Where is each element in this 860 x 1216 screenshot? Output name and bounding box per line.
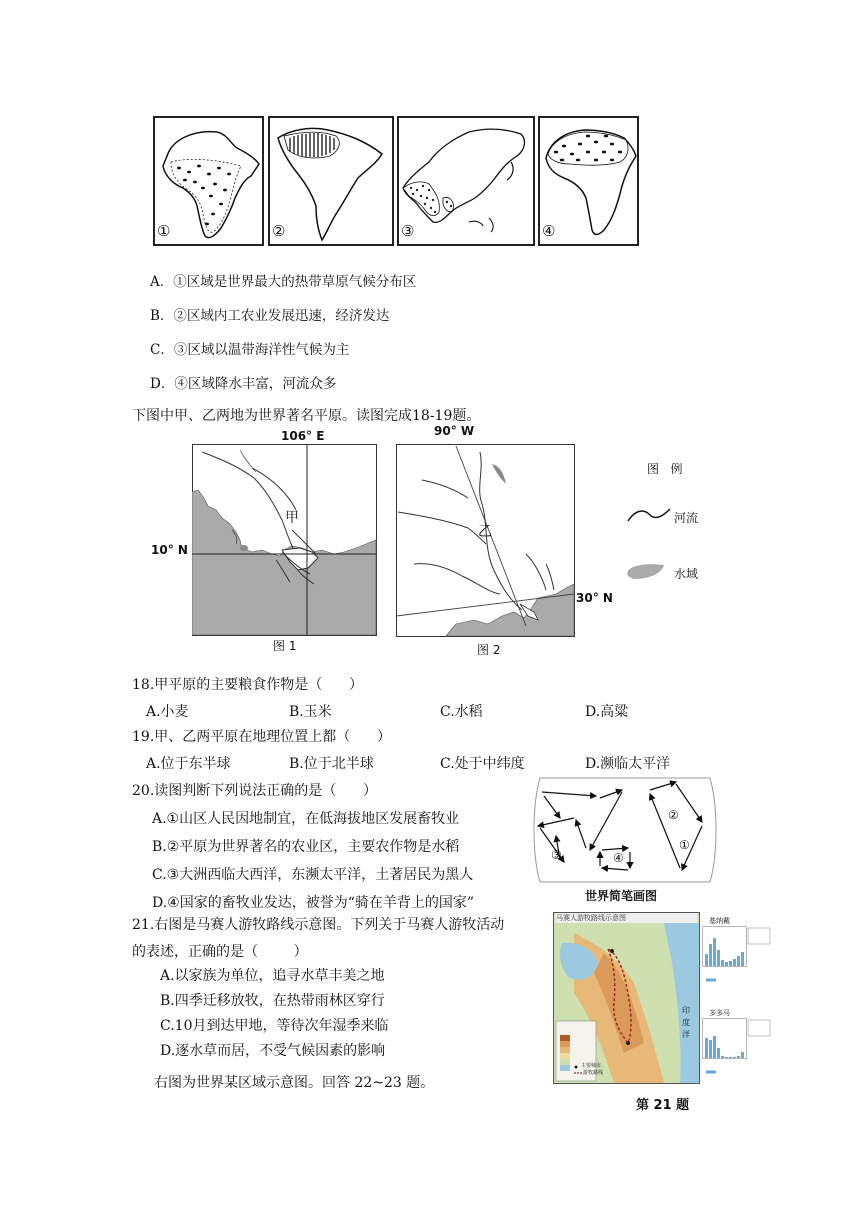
maasai-route-map — [553, 912, 700, 1084]
fig1-place-label: 甲 — [285, 510, 299, 526]
q19-option-b: B.位于北半球 — [289, 756, 374, 772]
maasai-ocean-label: 印度洋 — [682, 1006, 690, 1039]
q17-option-b: B．②区域内工农业发展迅速，经济发达 — [150, 308, 390, 324]
q21-stem-line2: 的表述，正确的是（ ） — [132, 944, 308, 960]
q19-option-a: A.位于东半球 — [146, 756, 231, 772]
fig2-latitude: 30° N — [576, 591, 613, 605]
river-legend-icon — [626, 505, 672, 525]
fig2-place-label: 乙 — [478, 524, 492, 540]
fig1-caption: 图 1 — [273, 639, 297, 653]
q20-stem: 20.读图判断下列说法正确的是（ ） — [132, 783, 377, 799]
climate-chart-1-title: 基纳戴 — [709, 917, 730, 925]
sketch-mark-3: ③ — [551, 848, 562, 862]
fig2-longitude: 90° W — [434, 424, 475, 438]
intro-22-23: 右图为世界某区域示意图。回答 22~23 题。 — [154, 1075, 435, 1091]
climate-chart-1 — [702, 926, 772, 988]
q17-option-d: D．④区域降水丰富，河流众多 — [150, 376, 337, 392]
fig1-map — [192, 444, 377, 636]
fig2-caption: 图 2 — [477, 643, 501, 657]
map-asia-3 — [397, 116, 535, 246]
q18-option-a: A.小麦 — [146, 704, 189, 720]
map-label: ② — [272, 222, 286, 240]
world-sketch-map — [530, 776, 720, 884]
q21-option-d: D.逐水草而居，不受气候因素的影响 — [160, 1043, 386, 1059]
legend-river-label: 河流 — [674, 511, 699, 525]
q20-option-c: C.③大洲西临大西洋，东濒太平洋，土著居民为黑人 — [152, 867, 474, 883]
q19-option-c: C.处于中纬度 — [440, 756, 525, 772]
q17-option-c: C．③区域以温带海洋性气候为主 — [150, 342, 350, 358]
maasai-legend-city: 主要城市 — [581, 1063, 602, 1069]
sketch-mark-2: ② — [668, 808, 679, 822]
q18-option-c: C.水稻 — [440, 704, 483, 720]
q17-option-a: A．①区域是世界最大的热带草原气候分布区 — [150, 274, 417, 290]
map-south-america-2 — [268, 116, 394, 246]
q19-stem: 19.甲、乙两平原在地理位置上都（ ） — [132, 729, 391, 745]
fig1-latitude: 10° N — [151, 543, 188, 557]
map-africa-1 — [153, 116, 264, 246]
sketch-mark-1: ① — [679, 838, 690, 852]
q21-stem-line1: 21.右图是马赛人游牧路线示意图。下列关于马赛人游牧活动 — [132, 917, 505, 933]
fig1-longitude: 106° E — [281, 429, 325, 443]
q21-option-b: B.四季迁移放牧，在热带雨林区穿行 — [160, 993, 385, 1009]
map-africa-4 — [538, 116, 639, 246]
q20-option-b: B.②平原为世界著名的农业区，主要农作物是水稻 — [152, 839, 460, 855]
q18-option-b: B.玉米 — [289, 704, 332, 720]
q20-option-a: A.①山区人民因地制宜，在低海拔地区发展畜牧业 — [152, 811, 460, 827]
climate-chart-2 — [702, 1018, 772, 1080]
climate-chart-2-title: 多多马 — [709, 1009, 730, 1017]
sketch-mark-4: ④ — [613, 851, 624, 865]
q19-option-d: D.濒临太平洋 — [585, 756, 671, 772]
map-label: ④ — [542, 222, 556, 240]
intro-18-19: 下图中甲、乙两地为世界著名平原。读图完成18-19题。 — [132, 408, 481, 424]
maasai-map-title: 马赛人游牧路线示意图 — [556, 913, 697, 923]
maasai-legend-route: 游牧路线 — [583, 1070, 604, 1076]
map-label: ③ — [401, 222, 415, 240]
q21-option-a: A.以家族为单位，追寻水草丰美之地 — [160, 968, 385, 984]
legend-water-label: 水域 — [674, 567, 699, 581]
q21-figure-caption: 第 21 题 — [636, 1098, 690, 1113]
map-label: ① — [157, 222, 171, 240]
world-sketch-caption: 世界简笔画图 — [585, 889, 658, 903]
q20-option-d: D.④国家的畜牧业发达，被誉为“骑在羊背上的国家” — [152, 895, 475, 911]
q18-option-d: D.高粱 — [585, 704, 629, 720]
q18-stem: 18.甲平原的主要粮食作物是（ ） — [132, 677, 363, 693]
water-legend-icon — [626, 563, 666, 581]
q21-option-c: C.10月到达甲地，等待次年湿季来临 — [160, 1018, 389, 1034]
legend-title: 图 例 — [647, 462, 683, 476]
